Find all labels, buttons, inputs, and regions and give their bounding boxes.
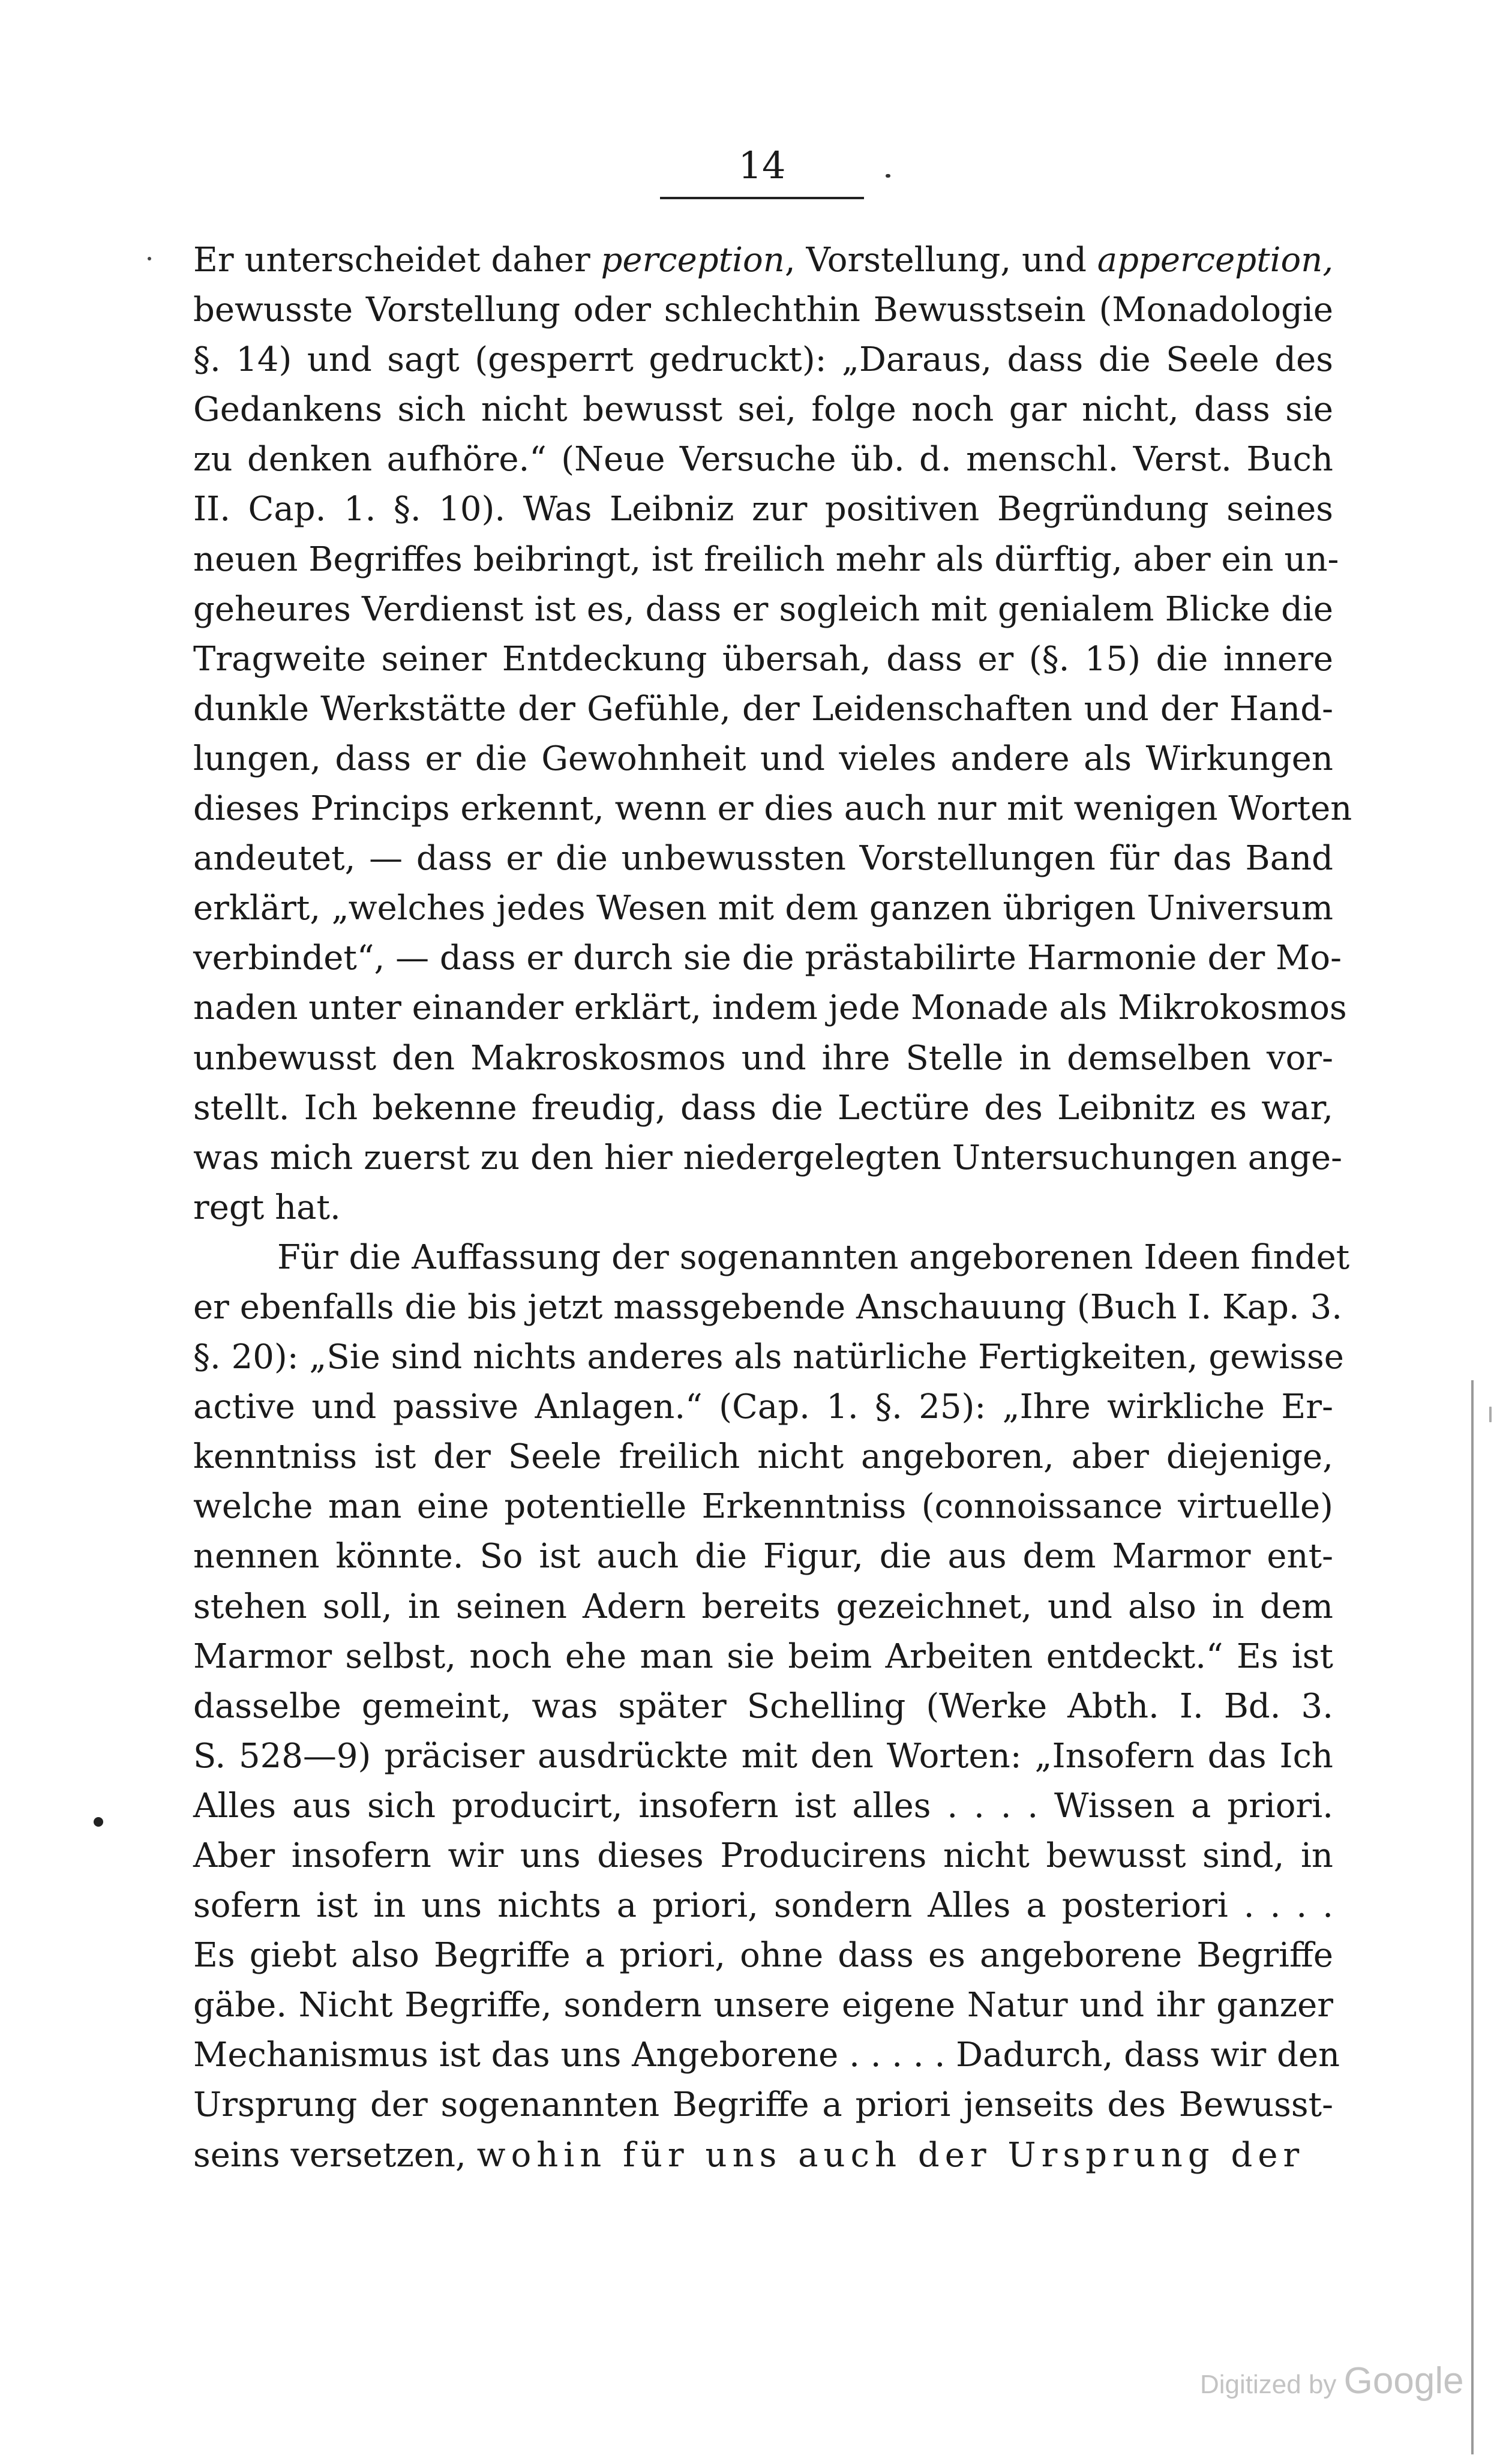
text-line <box>193 1931 1333 1980</box>
text-line <box>193 1681 1333 1731</box>
text-segment: Aber insofern wir uns dieses Producirens nicht bewusst sind, in <box>193 1836 1333 1875</box>
text-segment: Für die Auffassung der sogenannten angeborenen Ideen findet <box>277 1237 1350 1277</box>
text-segment: , Vorstellung, und <box>784 241 1097 280</box>
page-edge-rule <box>1471 1380 1474 2454</box>
text-segment: unbewusst den Makroskosmos und ihre Stelle in demselben vor- <box>193 1038 1333 1078</box>
text-line <box>193 2030 1340 2080</box>
text-segment: active und passive Anlagen.“ (Cap. 1. §. 25): „Ihre wirkliche Er- <box>193 1387 1333 1427</box>
text-line <box>193 1582 1333 1632</box>
text-line <box>193 535 1339 584</box>
text-line <box>193 484 1333 534</box>
text-segment: dieses Princips erkennt, wenn er dies auch nur mit wenigen Worten <box>193 789 1352 829</box>
text-segment: kenntniss ist der Seele freilich nicht angeboren, aber diejenige, <box>193 1437 1333 1477</box>
text-line <box>193 634 1333 684</box>
margin-dot <box>148 257 151 260</box>
text-segment: Mechanismus ist das uns Angeborene . . . . . Dadurch, dass wir den <box>193 2036 1340 2075</box>
text-line <box>193 784 1352 834</box>
text-segment: zu denken aufhöre.“ (Neue Versuche üb. d. menschl. Verst. Buch <box>193 440 1333 479</box>
text-segment: verbindet“, — dass er durch sie die prästabilirte Harmonie der Mo- <box>193 939 1342 978</box>
text-line <box>193 1332 1344 1382</box>
watermark <box>1200 2360 1464 2402</box>
text-line <box>193 335 1333 385</box>
text-line <box>193 385 1333 434</box>
header-mark <box>886 174 890 178</box>
text-segment: seins versetzen, <box>193 2135 477 2175</box>
text-segment: Marmor selbst, noch ehe man sie beim Arbeiten entdeckt.“ Es ist <box>193 1636 1333 1676</box>
text-line <box>193 684 1333 734</box>
text-segment: Alles aus sich producirt, insofern ist alles . . . . Wissen a priori. <box>193 1786 1333 1825</box>
watermark-brand: Google <box>1343 2360 1464 2402</box>
margin-bullet <box>94 1817 103 1827</box>
text-segment: stellt. Ich bekenne freudig, dass die Lectüre des Leibnitz es war, <box>193 1088 1333 1128</box>
text-line <box>193 1831 1333 1881</box>
text-line <box>193 235 1333 285</box>
text-segment: naden unter einander erklärt, indem jede Monade als Mikrokosmos <box>193 988 1347 1028</box>
text-segment: andeutet, — dass er die unbewussten Vorstellungen für das Band <box>193 839 1333 879</box>
text-segment: gäbe. Nicht Begriffe, sondern unsere eigene Natur und ihr ganzer <box>193 1986 1333 2025</box>
text-line <box>193 1632 1333 1681</box>
text-line <box>193 584 1333 634</box>
text-line <box>193 1183 1333 1233</box>
text-segment: wohin für uns auch der Ursprung der <box>476 2135 1305 2175</box>
text-line <box>193 883 1333 933</box>
text-line <box>193 1133 1343 1183</box>
text-segment: Ursprung der sogenannten Begriffe a priori jenseits des Bewusst- <box>193 2085 1333 2125</box>
text-line <box>193 1083 1333 1133</box>
text-segment: lungen, dass er die Gewohnheit und vieles andere als Wirkungen <box>193 739 1333 778</box>
text-line <box>193 2080 1333 2130</box>
text-segment: welche man eine potentielle Erkenntniss (connoissance virtuelle) <box>193 1487 1333 1527</box>
text-segment: bewusste Vorstellung oder schlechthin Bewusstsein (Monadologie <box>193 290 1333 330</box>
text-segment: §. 20): „Sie sind nichts anderes als natürliche Fertigkeiten, gewisse <box>193 1338 1344 1377</box>
text-segment: was mich zuerst zu den hier niedergelegten Untersuchungen ange- <box>193 1138 1343 1177</box>
text-segment: II. Cap. 1. §. 10). Was Leibniz zur positiven Begründung seines <box>193 490 1333 529</box>
text-line <box>193 2130 1333 2180</box>
text-line <box>193 1531 1333 1581</box>
text-segment: nennen könnte. So ist auch die Figur, die aus dem Marmor ent- <box>193 1537 1333 1576</box>
text-segment: apperception, <box>1097 241 1334 280</box>
text-segment: perception <box>601 241 785 280</box>
text-segment: neuen Begriffes beibringt, ist freilich mehr als dürftig, aber ein un- <box>193 539 1339 579</box>
text-line <box>193 1233 1350 1282</box>
watermark-prefix: Digitized by <box>1200 2370 1337 2399</box>
text-segment: dasselbe gemeint, was später Schelling (Werke Abth. I. Bd. 3. <box>193 1686 1333 1726</box>
text-line <box>193 1282 1343 1332</box>
text-line <box>193 285 1333 335</box>
body-text <box>193 235 1352 2180</box>
text-line <box>193 1482 1333 1531</box>
text-line <box>193 734 1333 784</box>
text-segment: regt hat. <box>193 1188 341 1227</box>
text-line <box>193 1033 1333 1083</box>
text-segment: geheures Verdienst ist es, dass er sogleich mit genialem Blicke die <box>193 589 1333 629</box>
margin-tick <box>1489 1407 1492 1422</box>
text-line <box>193 1432 1333 1482</box>
text-line <box>193 983 1347 1033</box>
text-line <box>193 1382 1333 1432</box>
text-line <box>193 434 1333 484</box>
text-segment: Er unterscheidet daher <box>193 241 601 280</box>
text-segment: sofern ist in uns nichts a priori, sondern Alles a posteriori . . . . <box>193 1886 1333 1926</box>
text-segment: dunkle Werkstätte der Gefühle, der Leidenschaften und der Hand- <box>193 689 1333 729</box>
text-segment: stehen soll, in seinen Adern bereits gezeichnet, und also in dem <box>193 1587 1333 1626</box>
header-rule <box>660 197 864 199</box>
text-line <box>193 834 1333 883</box>
text-segment: Es giebt also Begriffe a priori, ohne dass es angeborene Begriffe <box>193 1936 1333 1976</box>
text-line <box>193 1980 1333 2030</box>
text-segment: Gedankens sich nicht bewusst sei, folge noch gar nicht, dass sie <box>193 390 1333 430</box>
text-line <box>193 1881 1333 1931</box>
text-line <box>193 1781 1333 1831</box>
text-segment: §. 14) und sagt (gesperrt gedruckt): „Daraus, dass die Seele des <box>193 340 1333 380</box>
page-number: 14 <box>738 143 786 187</box>
text-segment: S. 528—9) präciser ausdrückte mit den Worten: „Insofern das Ich <box>193 1736 1333 1776</box>
text-line <box>193 933 1342 983</box>
text-segment: Tragweite seiner Entdeckung übersah, dass er (§. 15) die innere <box>193 639 1333 679</box>
text-segment: erklärt, „welches jedes Wesen mit dem ganzen übrigen Universum <box>193 889 1333 928</box>
text-segment: er ebenfalls die bis jetzt massgebende Anschauung (Buch I. Kap. 3. <box>193 1287 1343 1327</box>
text-line <box>193 1731 1333 1781</box>
